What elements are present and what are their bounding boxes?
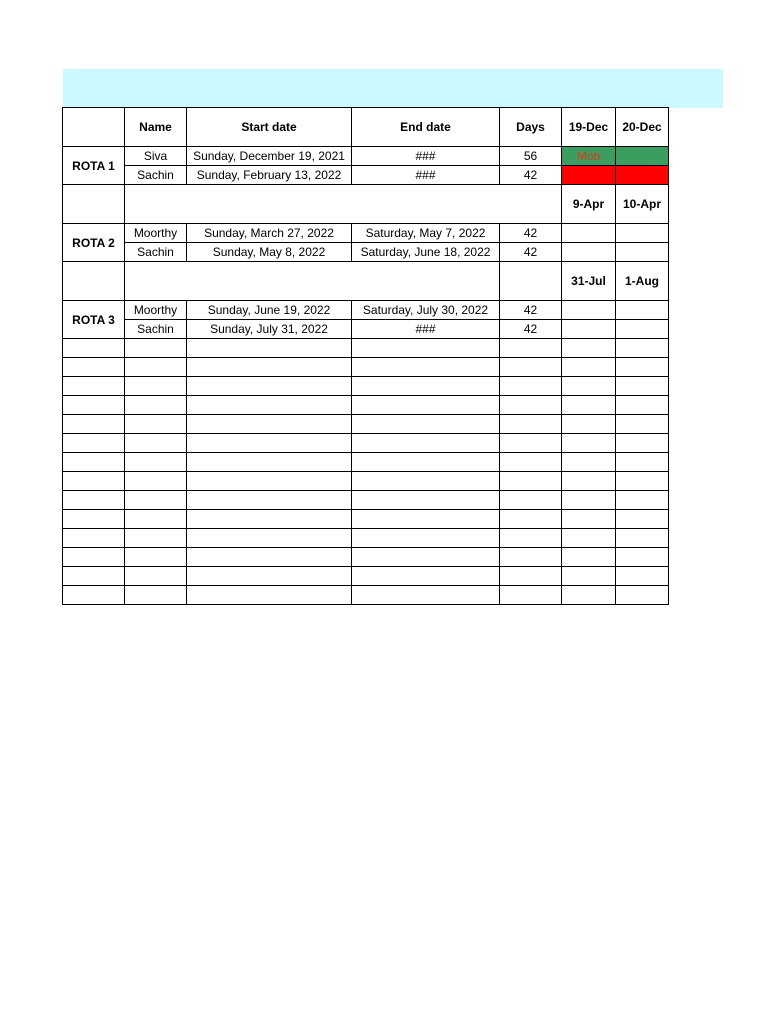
empty-cell[interactable] (500, 548, 562, 567)
empty-cell[interactable] (616, 434, 669, 453)
empty-cell[interactable] (125, 396, 187, 415)
empty-cell[interactable] (616, 396, 669, 415)
cell-days[interactable]: 42 (500, 243, 562, 262)
empty-cell[interactable] (562, 548, 616, 567)
empty-row (63, 339, 669, 358)
empty-cell[interactable] (125, 339, 187, 358)
empty-cell[interactable] (562, 453, 616, 472)
cell-name[interactable]: Siva (125, 147, 187, 166)
empty-row (63, 415, 669, 434)
empty-cell[interactable] (562, 415, 616, 434)
empty-cell[interactable] (500, 491, 562, 510)
empty-cell[interactable] (187, 491, 352, 510)
empty-cell[interactable] (562, 358, 616, 377)
empty-cell[interactable] (500, 567, 562, 586)
empty-cell[interactable] (562, 434, 616, 453)
empty-cell[interactable] (125, 567, 187, 586)
cell-shift-green[interactable] (616, 147, 669, 166)
empty-cell[interactable] (63, 358, 125, 377)
cell-name[interactable]: Sachin (125, 166, 187, 185)
empty-cell[interactable] (125, 472, 187, 491)
empty-cell[interactable] (352, 472, 500, 491)
table-row (63, 147, 669, 166)
header-day-10-apr[interactable]: 10-Apr (616, 185, 669, 224)
empty-cell[interactable] (500, 453, 562, 472)
empty-cell[interactable] (125, 510, 187, 529)
empty-cell[interactable] (562, 472, 616, 491)
empty-cell[interactable] (187, 415, 352, 434)
empty-cell[interactable] (352, 453, 500, 472)
empty-cell[interactable] (616, 586, 669, 605)
cell-blank[interactable] (616, 243, 669, 262)
gap-row (63, 185, 669, 224)
empty-cell[interactable] (616, 510, 669, 529)
empty-cell[interactable] (352, 586, 500, 605)
empty-row (63, 529, 669, 548)
empty-cell[interactable] (616, 548, 669, 567)
table-row (63, 166, 669, 185)
empty-cell[interactable] (187, 339, 352, 358)
empty-cell[interactable] (125, 358, 187, 377)
cell-name[interactable]: Sachin (125, 320, 187, 339)
cell-shift-mob[interactable]: Mob (562, 147, 616, 166)
cell-end-date[interactable]: Saturday, June 18, 2022 (352, 243, 500, 262)
cell-days[interactable]: 42 (500, 320, 562, 339)
empty-cell[interactable] (125, 377, 187, 396)
empty-cell[interactable] (63, 396, 125, 415)
cell-blank[interactable] (63, 262, 125, 301)
cell-days[interactable]: 42 (500, 301, 562, 320)
cell-name[interactable]: Moorthy (125, 224, 187, 243)
cell-blank[interactable] (562, 243, 616, 262)
empty-cell[interactable] (616, 377, 669, 396)
empty-row (63, 510, 669, 529)
empty-cell[interactable] (187, 434, 352, 453)
cell-end-date[interactable]: ### (352, 320, 500, 339)
empty-cell[interactable] (63, 529, 125, 548)
empty-cell[interactable] (562, 396, 616, 415)
empty-cell[interactable] (352, 491, 500, 510)
empty-cell[interactable] (187, 586, 352, 605)
cell-start-date[interactable]: Sunday, March 27, 2022 (187, 224, 352, 243)
empty-cell[interactable] (187, 567, 352, 586)
cell-end-date[interactable]: ### (352, 166, 500, 185)
header-end-date[interactable]: End date (352, 108, 500, 147)
cell-end-date[interactable]: Saturday, July 30, 2022 (352, 301, 500, 320)
empty-cell[interactable] (125, 491, 187, 510)
empty-cell[interactable] (352, 415, 500, 434)
empty-cell[interactable] (63, 339, 125, 358)
empty-cell[interactable] (63, 415, 125, 434)
empty-cell[interactable] (125, 548, 187, 567)
empty-cell[interactable] (125, 586, 187, 605)
empty-row (63, 586, 669, 605)
cell-days[interactable]: 42 (500, 224, 562, 243)
empty-cell[interactable] (187, 529, 352, 548)
header-day-20-dec[interactable]: 20-Dec (616, 108, 669, 147)
empty-cell[interactable] (125, 415, 187, 434)
empty-cell[interactable] (500, 377, 562, 396)
empty-cell[interactable] (125, 529, 187, 548)
empty-cell[interactable] (562, 491, 616, 510)
table-row (63, 320, 669, 339)
cell-blank[interactable] (562, 320, 616, 339)
empty-row (63, 453, 669, 472)
header-name[interactable]: Name (125, 108, 187, 147)
empty-cell[interactable] (63, 377, 125, 396)
empty-cell[interactable] (63, 472, 125, 491)
cell-blank[interactable] (616, 320, 669, 339)
empty-cell[interactable] (63, 567, 125, 586)
cell-start-date[interactable]: Sunday, December 19, 2021 (187, 147, 352, 166)
header-start-date[interactable]: Start date (187, 108, 352, 147)
empty-cell[interactable] (63, 586, 125, 605)
empty-cell[interactable] (500, 586, 562, 605)
cell-days[interactable]: 42 (500, 166, 562, 185)
empty-row (63, 567, 669, 586)
empty-cell[interactable] (500, 339, 562, 358)
header-days[interactable]: Days (500, 108, 562, 147)
empty-cell[interactable] (562, 586, 616, 605)
header-day-31-jul[interactable]: 31-Jul (562, 262, 616, 301)
cell-name[interactable]: Sachin (125, 243, 187, 262)
empty-cell[interactable] (63, 548, 125, 567)
empty-cell[interactable] (616, 491, 669, 510)
empty-cell[interactable] (616, 358, 669, 377)
cell-shift-red[interactable] (562, 166, 616, 185)
cell-end-date[interactable]: ### (352, 147, 500, 166)
cell-blank[interactable] (562, 224, 616, 243)
cell-name[interactable]: Moorthy (125, 301, 187, 320)
header-day-1-aug[interactable]: 1-Aug (616, 262, 669, 301)
empty-cell[interactable] (125, 453, 187, 472)
empty-row (63, 377, 669, 396)
header-row (63, 108, 669, 147)
empty-row (63, 548, 669, 567)
empty-cell[interactable] (352, 434, 500, 453)
empty-cell[interactable] (562, 377, 616, 396)
empty-cell[interactable] (352, 358, 500, 377)
empty-cell[interactable] (352, 377, 500, 396)
empty-cell[interactable] (562, 529, 616, 548)
empty-cell[interactable] (352, 529, 500, 548)
cell-blank[interactable] (616, 301, 669, 320)
cell-merged-blank[interactable] (125, 262, 500, 301)
cell-shift-red[interactable] (616, 166, 669, 185)
empty-cell[interactable] (352, 510, 500, 529)
rota-1-label[interactable]: ROTA 1 (63, 147, 125, 185)
cell-days[interactable]: 56 (500, 147, 562, 166)
empty-cell[interactable] (187, 548, 352, 567)
empty-row (63, 396, 669, 415)
cell-end-date[interactable]: Saturday, May 7, 2022 (352, 224, 500, 243)
empty-cell[interactable] (562, 567, 616, 586)
empty-row (63, 472, 669, 491)
rota-table (62, 107, 669, 605)
gap-row (63, 262, 669, 301)
header-cell-blank[interactable] (63, 108, 125, 147)
empty-cell[interactable] (352, 567, 500, 586)
empty-cell[interactable] (616, 472, 669, 491)
empty-cell[interactable] (500, 415, 562, 434)
cell-start-date[interactable]: Sunday, July 31, 2022 (187, 320, 352, 339)
empty-cell[interactable] (500, 358, 562, 377)
cell-start-date[interactable]: Sunday, February 13, 2022 (187, 166, 352, 185)
empty-cell[interactable] (500, 510, 562, 529)
empty-cell[interactable] (63, 510, 125, 529)
table-row (63, 301, 669, 320)
cell-blank[interactable] (63, 185, 125, 224)
empty-cell[interactable] (187, 377, 352, 396)
empty-cell[interactable] (562, 339, 616, 358)
empty-cell[interactable] (500, 434, 562, 453)
table-row (63, 224, 669, 243)
empty-cell[interactable] (500, 396, 562, 415)
empty-row (63, 491, 669, 510)
empty-cell[interactable] (500, 472, 562, 491)
empty-cell[interactable] (125, 434, 187, 453)
empty-cell[interactable] (500, 529, 562, 548)
empty-cell[interactable] (63, 491, 125, 510)
empty-cell[interactable] (616, 567, 669, 586)
empty-row (63, 358, 669, 377)
empty-cell[interactable] (187, 396, 352, 415)
empty-cell[interactable] (352, 548, 500, 567)
empty-cell[interactable] (187, 510, 352, 529)
rota-2-label[interactable]: ROTA 2 (63, 224, 125, 262)
cell-start-date[interactable]: Sunday, June 19, 2022 (187, 301, 352, 320)
empty-cell[interactable] (562, 510, 616, 529)
empty-cell[interactable] (616, 339, 669, 358)
cell-blank[interactable] (616, 224, 669, 243)
empty-cell[interactable] (352, 339, 500, 358)
empty-cell[interactable] (187, 453, 352, 472)
empty-cell[interactable] (616, 415, 669, 434)
empty-cell[interactable] (616, 529, 669, 548)
empty-cell[interactable] (616, 453, 669, 472)
cell-merged-blank[interactable] (125, 185, 562, 224)
cell-blank[interactable] (562, 301, 616, 320)
empty-cell[interactable] (63, 434, 125, 453)
empty-cell[interactable] (187, 358, 352, 377)
empty-cell[interactable] (187, 472, 352, 491)
empty-cell[interactable] (63, 453, 125, 472)
table-row (63, 243, 669, 262)
title-band (63, 69, 723, 108)
rota-3-label[interactable]: ROTA 3 (63, 301, 125, 339)
table-body (63, 108, 669, 605)
cell-start-date[interactable]: Sunday, May 8, 2022 (187, 243, 352, 262)
empty-cell[interactable] (352, 396, 500, 415)
cell-blank[interactable] (500, 262, 562, 301)
empty-row (63, 434, 669, 453)
header-day-19-dec[interactable]: 19-Dec (562, 108, 616, 147)
header-day-9-apr[interactable]: 9-Apr (562, 185, 616, 224)
